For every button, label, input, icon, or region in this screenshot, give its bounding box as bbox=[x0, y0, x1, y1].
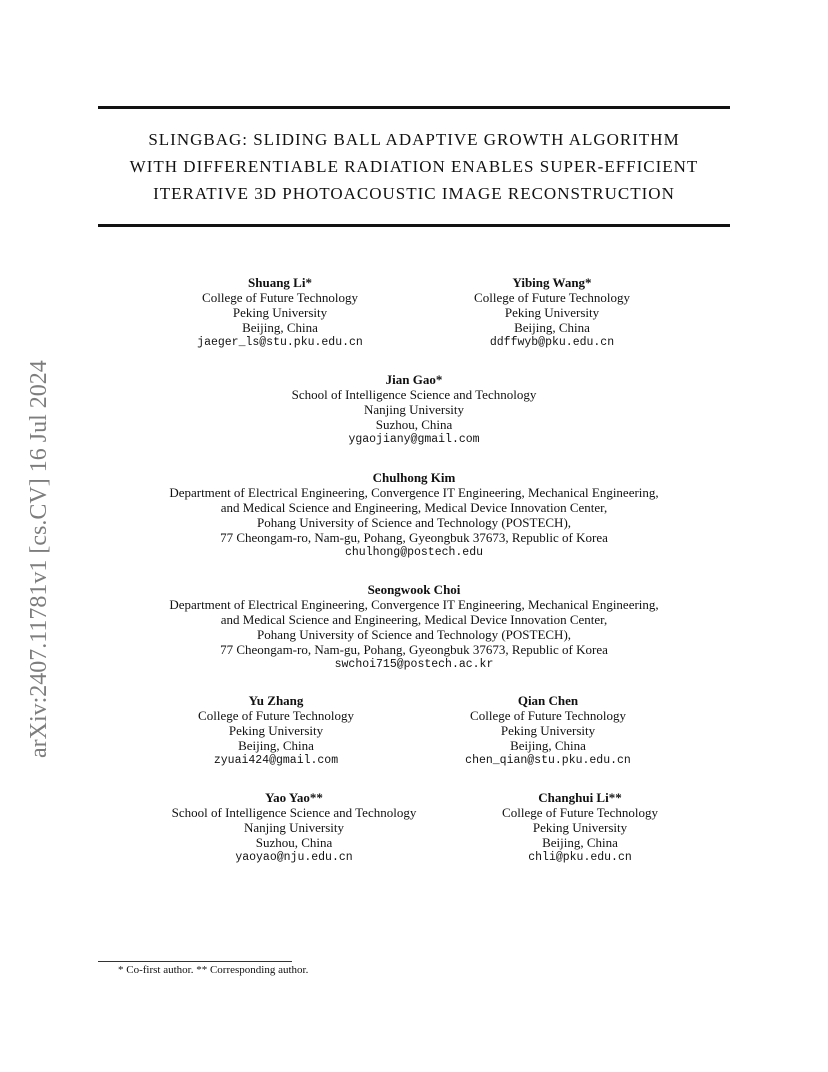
author-affiliation: Beijing, China bbox=[514, 320, 590, 335]
author-block bbox=[176, 693, 376, 768]
author-affiliation: Nanjing University bbox=[243, 820, 344, 835]
author-email[interactable]: chen_qian@stu.pku.edu.cn bbox=[465, 754, 631, 767]
author-affiliation: Suzhou, China bbox=[375, 417, 453, 432]
title-bottom-rule bbox=[98, 224, 730, 227]
title-top-rule bbox=[98, 106, 730, 109]
author-affiliation: College of Future Technology bbox=[474, 290, 630, 305]
author-email[interactable]: yaoyao@nju.edu.cn bbox=[235, 851, 353, 864]
paper-title bbox=[98, 126, 730, 207]
author-email[interactable]: chli@pku.edu.cn bbox=[528, 851, 632, 864]
author-name: Yu Zhang bbox=[248, 693, 304, 708]
author-email[interactable]: zyuai424@gmail.com bbox=[213, 754, 339, 767]
author-block bbox=[180, 275, 380, 350]
author-affiliation: Pohang University of Science and Technology (POSTECH), bbox=[256, 627, 572, 642]
author-block bbox=[154, 790, 434, 865]
author-affiliation: College of Future Technology bbox=[198, 708, 354, 723]
author-block bbox=[448, 693, 648, 768]
author-affiliation: 77 Cheongam-ro, Nam-gu, Pohang, Gyeongbuk 37673, Republic of Korea bbox=[220, 530, 608, 545]
author-affiliation: Peking University bbox=[500, 723, 596, 738]
author-email[interactable]: jaeger_ls@stu.pku.edu.cn bbox=[197, 336, 363, 349]
author-name: Yibing Wang* bbox=[512, 275, 592, 290]
author-affiliation: Beijing, China bbox=[542, 835, 618, 850]
author-block bbox=[264, 372, 564, 447]
author-affiliation: School of Intelligence Science and Technology bbox=[171, 805, 417, 820]
footnote: * Co-first author. ** Corresponding author. bbox=[118, 964, 309, 976]
author-block bbox=[452, 275, 652, 350]
author-name: Changhui Li** bbox=[538, 790, 622, 805]
author-affiliation: Beijing, China bbox=[238, 738, 314, 753]
title-line-1: SLINGBAG: SLIDING BALL ADAPTIVE GROWTH ALGORITHM bbox=[148, 130, 680, 149]
author-affiliation: Beijing, China bbox=[242, 320, 318, 335]
footnote-rule bbox=[98, 961, 292, 962]
author-block bbox=[480, 790, 680, 865]
arxiv-identifier: arXiv:2407.11781v1 [cs.CV] 16 Jul 2024 bbox=[26, 360, 52, 758]
author-affiliation: Suzhou, China bbox=[255, 835, 333, 850]
author-affiliation: and Medical Science and Engineering, Medical Device Innovation Center, bbox=[220, 500, 608, 515]
title-line-3: ITERATIVE 3D PHOTOACOUSTIC IMAGE RECONSTRUCTION bbox=[153, 184, 675, 203]
author-affiliation: Beijing, China bbox=[510, 738, 586, 753]
author-name: Shuang Li* bbox=[248, 275, 312, 290]
author-affiliation: College of Future Technology bbox=[202, 290, 358, 305]
author-affiliation: School of Intelligence Science and Technology bbox=[291, 387, 537, 402]
author-affiliation: Nanjing University bbox=[363, 402, 464, 417]
author-block bbox=[114, 470, 714, 560]
author-email[interactable]: ygaojiany@gmail.com bbox=[348, 433, 480, 446]
author-affiliation: Department of Electrical Engineering, Convergence IT Engineering, Mechanical Engineering, bbox=[169, 597, 659, 612]
author-block bbox=[114, 582, 714, 672]
author-affiliation: 77 Cheongam-ro, Nam-gu, Pohang, Gyeongbuk 37673, Republic of Korea bbox=[220, 642, 608, 657]
author-affiliation: Peking University bbox=[232, 305, 328, 320]
author-email[interactable]: ddffwyb@pku.edu.cn bbox=[489, 336, 615, 349]
author-name: Jian Gao* bbox=[385, 372, 443, 387]
author-name: Qian Chen bbox=[517, 693, 579, 708]
author-affiliation: Peking University bbox=[532, 820, 628, 835]
author-affiliation: Peking University bbox=[228, 723, 324, 738]
author-name: Yao Yao** bbox=[265, 790, 323, 805]
author-name: Chulhong Kim bbox=[372, 470, 456, 485]
author-affiliation: Pohang University of Science and Technology (POSTECH), bbox=[256, 515, 572, 530]
author-email[interactable]: chulhong@postech.edu bbox=[344, 546, 484, 559]
title-line-2: WITH DIFFERENTIABLE RADIATION ENABLES SUPER-EFFICIENT bbox=[129, 157, 699, 176]
author-affiliation: College of Future Technology bbox=[470, 708, 626, 723]
author-affiliation: College of Future Technology bbox=[502, 805, 658, 820]
author-affiliation: Department of Electrical Engineering, Convergence IT Engineering, Mechanical Engineering, bbox=[169, 485, 659, 500]
author-name: Seongwook Choi bbox=[367, 582, 461, 597]
author-email[interactable]: swchoi715@postech.ac.kr bbox=[334, 658, 494, 671]
author-affiliation: and Medical Science and Engineering, Medical Device Innovation Center, bbox=[220, 612, 608, 627]
author-affiliation: Peking University bbox=[504, 305, 600, 320]
